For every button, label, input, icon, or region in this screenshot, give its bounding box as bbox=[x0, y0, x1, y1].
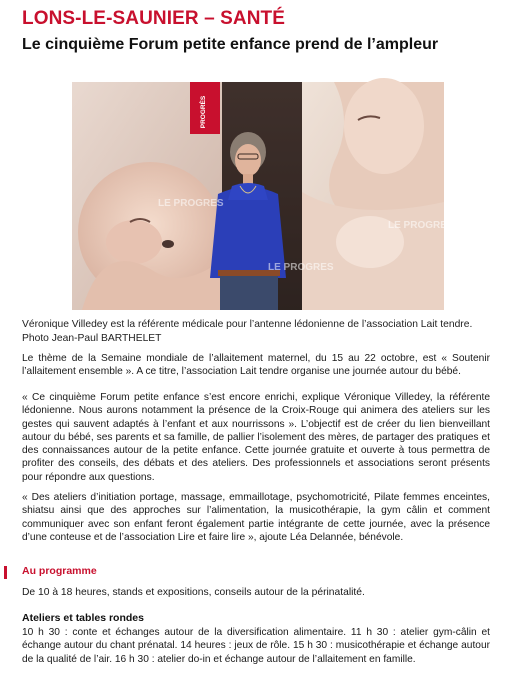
photo-illustration bbox=[72, 82, 454, 310]
article-photo bbox=[72, 82, 454, 310]
program-hours: De 10 à 18 heures, stands et expositions, conseils autour de la périnatalité. bbox=[22, 587, 365, 598]
photo-caption: Véronique Villedey est la référente médicale pour l’antenne lédonienne de l’association Lait tendre. Photo Jean-Paul BARTHELET bbox=[22, 319, 473, 344]
watermark-2: LE PROGRES bbox=[388, 220, 454, 231]
watermark-3: LE PROGRES bbox=[268, 262, 334, 273]
article-kicker: LONS-LE-SAUNIER – SANTÉ bbox=[22, 8, 286, 29]
paragraph-quote-villedey: « Ce cinquième Forum petite enfance s’est encore enrichi, explique Véronique Villedey, la référente lédonienne. Nous aurons notamment la présence de la Croix-Rouge qui animera des ateliers sur les gestes qui sauvent adaptés à l’enfant et aux nourrissons ». L’objectif est de créer du lien bienveillant autour du bébé, ses parents et sa famille, de pallier l’isolement des mères, de partager des pratiques et des connaissances autour de la petite enfance. Cette journée gratuite et ouverte à tous permettra de profiter des conseils, des débats et des ateliers. Des professionnels et associations seront présents pour répondre aux questions. bbox=[22, 392, 490, 483]
banner-sign-text: PROGRÈS bbox=[200, 95, 207, 129]
section-marker bbox=[4, 566, 7, 579]
section-title-program: Au programme bbox=[22, 565, 97, 577]
program-schedule: 10 h 30 : conte et échanges autour de la diversification alimentaire. 11 h 30 : atelier gym-câlin et échange autour du chant prénatal. 14 heures : jeux de rôle. 15 h 30 : musicothérapie et échange autour de la qualité de l’air. 16 h 30 : atelier do-in et échange autour de l’allaitement en famille. bbox=[22, 627, 490, 665]
program-sub-heading: Ateliers et tables rondes bbox=[22, 612, 144, 624]
watermark-1: LE PROGRES bbox=[158, 198, 224, 209]
article-headline: Le cinquième Forum petite enfance prend de l’ampleur bbox=[22, 36, 439, 53]
paragraph-intro: Le thème de la Semaine mondiale de l’allaitement maternel, du 15 au 22 octobre, est « Soutenir l’allaitement ensemble ». A ce titre, l’association Lait tendre organise une journée autour du bébé. bbox=[22, 353, 490, 378]
paragraph-quote-delannee: « Des ateliers d’initiation portage, massage, emmaillotage, psychomotricité, Pilate femmes enceintes, shiatsu ainsi que des approches sur l’alimentation, la musicothérapie, la gym câlin et comment communiquer avec son enfant feront également partie intégrante de cette journée, avec la présence d’une conteuse et de l’association Lire et faire lire », ajoute Léa Delannée, bénévole. bbox=[22, 492, 490, 543]
